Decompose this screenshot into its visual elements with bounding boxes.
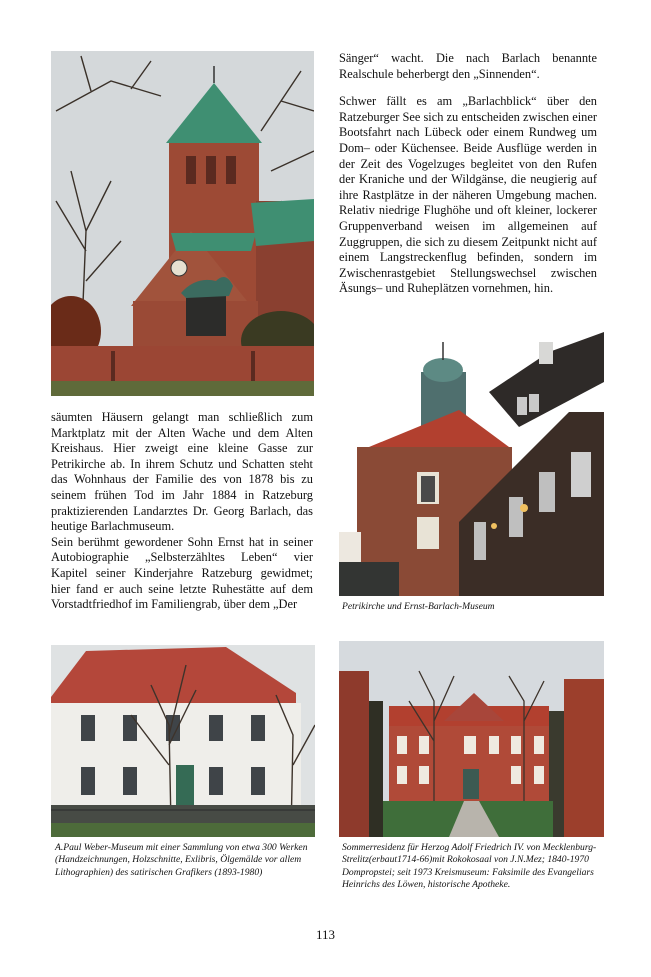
caption-weber-museum: A.Paul Weber-Museum mit einer Sammlung von etwa 300 Werken (Handzeichnungen, Holzschnitte, Exlibris, Ölgemälde vor allem Lithographien) des satirischen Grafikers (1893-1980) [55,842,308,878]
text-middle-left [51,410,313,613]
photo-sommerresidenz [339,641,604,837]
paragraph: Schwer fällt es am „Barlachblick“ über den Ratzeburger See sich zu entscheiden zwischen einer Bootsfahrt nach Lübeck oder einem Rundweg um Dom– oder Küchensee. Beide Ausflüge werden in der Zeit des Vogelzuges begleitet von den Rufen der Kraniche und der Wildgänse, die neugierig auf ihre Rastplätze in der näheren Umgebung machen. Relativ niedrige Flughöhe und oft kleiner, lockerer Gruppenverband weisen im allgemeinen auf Zuggruppen, die sich zu diesem Zeitpunkt nicht auf einem Langstreckenflug befinden, sondern im Zwischenrastgebiet Stellungswechsel zwischen Äsungs– und Ruheplätzen vornehmen, hin. [339,94,597,296]
paragraph: Sein berühmt gewordener Sohn Ernst hat in seiner Autobiographie „Selbsterzähltes Leben“ vier Kapitel seiner Kinderjahre Ratzeburg gewidmet; hier fand er auch seine letzte Ruhestätte auf dem Vorstadtfriedhof im Familiengrab, über dem „Der [51,534,313,612]
caption-sommerresidenz: Sommerresidenz für Herzog Adolf Friedrich IV. von Mecklenburg-Strelitz(erbaut1714-66)mit Rokokosaal von J.N.Mez; 1840-1970 Dompropstei; seit 1973 Kreismuseum: Faksimile des Evangeliars Heinrichs des Löwen, historische Apotheke. [342,842,597,891]
paragraph: Sänger“ wacht. Die nach Barlach benannte Realschule beherbergt den „Sinnenden“. [339,51,597,81]
text-top-right [339,51,597,297]
paragraph: säumten Häusern gelangt man schließlich zum Marktplatz mit der Alten Wache und dem Alten Kreishaus. Hier zweigt eine kleine Gasse zur Petrikirche ab. In ihrem Schutz und Schatten steht das Wohnhaus der Familie des von 1878 bis zu seinem frühen Tod im Jahr 1884 in Ratzeburg praktizierenden Landarztes Dr. Georg Barlach, das heutige Barlachmuseum. [51,410,313,534]
page-number: 113 [315,927,336,942]
photo-weber-museum [51,645,315,837]
photo-petrikirche [339,322,604,596]
photo-dom-lion [51,51,314,396]
caption-petrikirche: Petrikirche und Ernst-Barlach-Museum [342,601,495,612]
